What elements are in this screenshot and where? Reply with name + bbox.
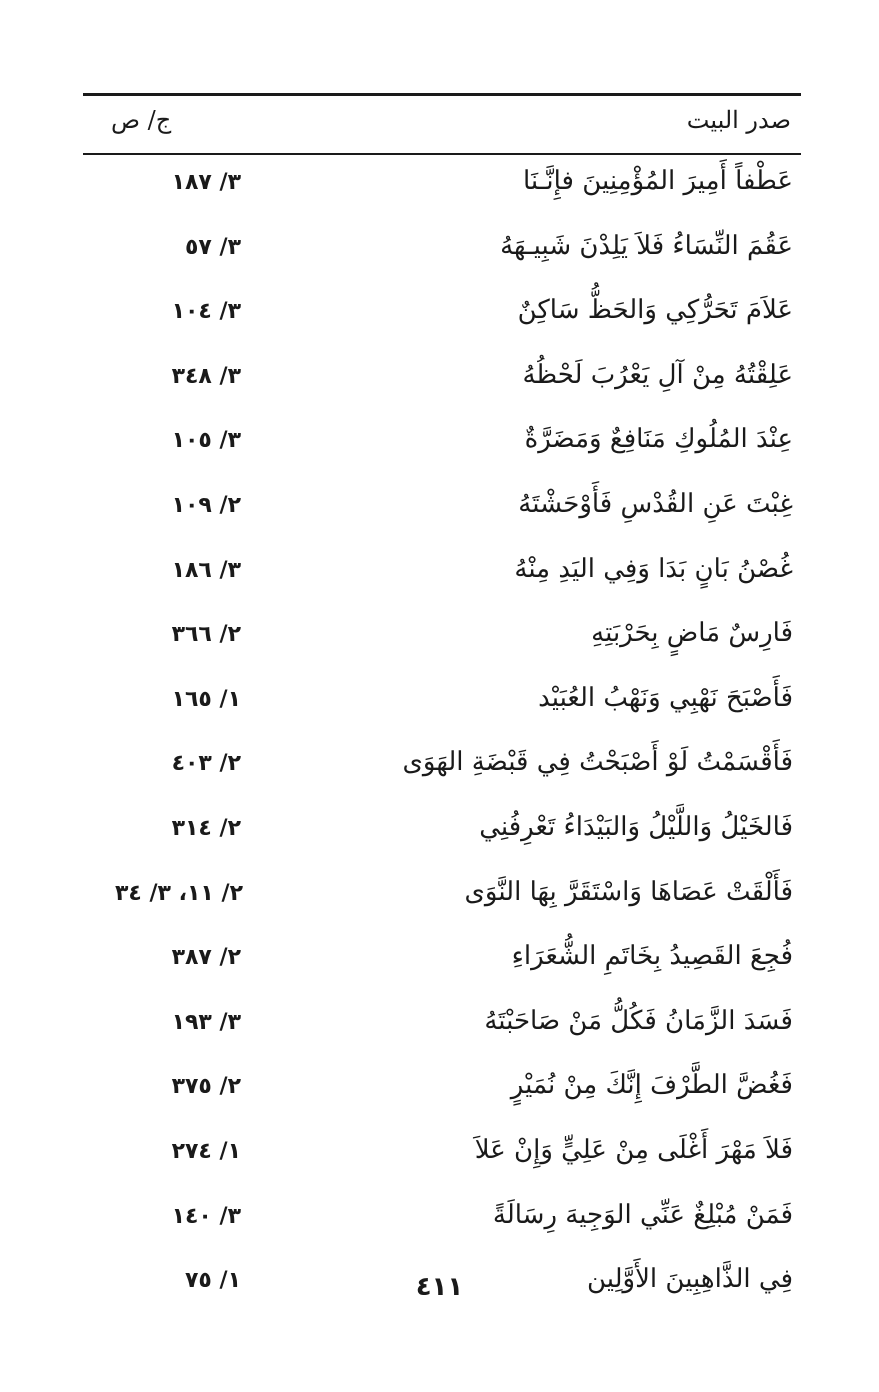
verse-text: عَلاَمَ تَحَرُّكِي وَالحَظُّ سَاكِنٌ	[517, 295, 793, 326]
top-rule	[83, 93, 801, 96]
volume-page-ref: ٢/ ٣٨٧	[171, 945, 241, 971]
table-row	[83, 871, 801, 936]
volume-page-ref: ٢/ ٣٦٦	[171, 622, 241, 648]
page-number: ٤١١	[415, 1272, 464, 1302]
volume-page-ref: ٣/ ١٨٧	[171, 170, 241, 195]
verse-text: فِي الذَّاهِبِينَ الأَوَّلِين	[586, 1264, 793, 1295]
verse-text: فَغُضَّ الطَّرْفَ إِنَّكَ مِنْ نُمَيْرٍ	[510, 1070, 793, 1101]
table-row	[83, 418, 801, 483]
verse-text: عَطْفاً أَمِيرَ المُؤْمِنِينَ فإِنَّـنَا	[522, 166, 793, 196]
table-row	[83, 1194, 801, 1259]
verse-index-table	[83, 160, 801, 1323]
volume-page-ref: ٣/ ١٠٥	[171, 428, 241, 454]
header-rule	[83, 153, 801, 155]
table-row	[83, 289, 801, 354]
volume-page-ref: ٢/ ١١، ٣/ ٣٤	[114, 880, 243, 906]
verse-text: فَمَنْ مُبْلِغٌ عَنِّي الوَجِيهَ رِسَالَةً	[492, 1199, 793, 1230]
reference-column-header: ج/ ص	[111, 106, 172, 134]
verse-text: فَأَقْسَمْتُ لَوْ أَصْبَحْتُ فِي قَبْضَةِ الهَوَى	[402, 747, 793, 778]
table-row	[83, 354, 801, 419]
table-row	[83, 1129, 801, 1194]
table-row	[83, 160, 801, 225]
table-row	[83, 548, 801, 613]
volume-page-ref: ٢/ ١٠٩	[171, 492, 241, 518]
verse-text: عِنْدَ المُلُوكِ مَنَافِعٌ وَمَضَرَّةٌ	[524, 424, 793, 455]
verse-text: عَقُمَ النِّسَاءُ فَلاَ يَلِدْنَ شَبِيـهَهُ	[500, 230, 793, 261]
verse-text: فَأَلْقَتْ عَصَاهَا وَاسْتَقَرَّ بِهَا النَّوَى	[464, 876, 793, 907]
table-row	[83, 1000, 801, 1065]
table-row	[83, 1064, 801, 1129]
table-header	[83, 100, 801, 150]
volume-page-ref: ٢/ ٣١٤	[171, 815, 241, 841]
volume-page-ref: ٣/ ١٠٤	[171, 299, 241, 325]
verse-text: فَلاَ مَهْرَ أَغْلَى مِنْ عَلِيٍّ وَإِنْ عَلاَ	[474, 1134, 793, 1165]
volume-page-ref: ١/ ١٦٥	[171, 686, 241, 712]
verse-text: فَسَدَ الزَّمَانُ فَكُلُّ مَنْ صَاحَبْتَهُ	[484, 1005, 793, 1036]
volume-page-ref: ٣/ ١٤٠	[171, 1203, 241, 1229]
verse-text: فَأَصْبَحَ نَهْبِي وَنَهْبُ العُبَيْد	[538, 682, 793, 713]
table-row	[83, 225, 801, 290]
table-row	[83, 612, 801, 677]
volume-page-ref: ٣/ ١٨٦	[171, 557, 241, 583]
verse-text: غُصْنُ بَانٍ بَدَا وَفِي اليَدِ مِنْهُ	[514, 553, 793, 584]
table-row	[83, 806, 801, 871]
verse-text: فَالخَيْلُ وَاللَّيْلُ وَالبَيْدَاءُ تَعْرِفُنِي	[479, 811, 793, 842]
volume-page-ref: ١/ ٢٧٤	[171, 1138, 241, 1164]
verse-text: غِبْتَ عَنِ القُدْسِ فَأَوْحَشْتَهُ	[518, 488, 793, 519]
verse-column-header: صدر البيت	[686, 106, 791, 134]
table-row	[83, 741, 801, 806]
volume-page-ref: ٢/ ٤٠٣	[171, 751, 241, 777]
verse-text: عَلِقْتُهُ مِنْ آلِ يَعْرُبَ لَحْظُهُ	[522, 359, 793, 390]
volume-page-ref: ٣/ ٣٤٨	[171, 363, 241, 389]
table-row	[83, 677, 801, 742]
verse-text: فُجِعَ القَصِيدُ بِخَاتَمِ الشُّعَرَاءِ	[511, 941, 793, 972]
volume-page-ref: ٣/ ١٩٣	[171, 1009, 241, 1035]
volume-page-ref: ٢/ ٣٧٥	[171, 1074, 241, 1100]
table-row	[83, 483, 801, 548]
table-row	[83, 935, 801, 1000]
volume-page-ref: ١/ ٧٥	[185, 1268, 241, 1294]
volume-page-ref: ٣/ ٥٧	[185, 234, 241, 260]
verse-text: فَارِسٌ مَاضٍ بِحَرْبَتِهِ	[591, 618, 793, 649]
